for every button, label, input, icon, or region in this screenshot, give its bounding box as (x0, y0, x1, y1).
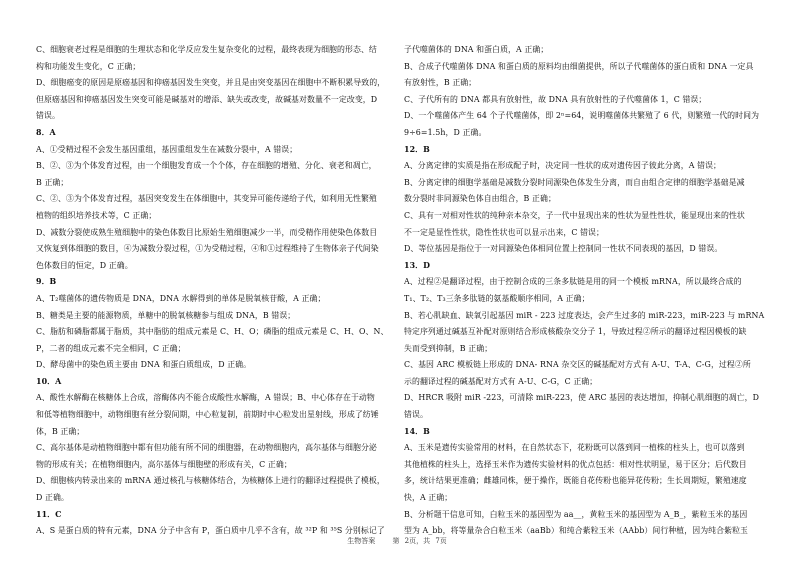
question-number: 11．C (36, 509, 62, 519)
answer-line: C、②、③为个体发育过程，基因突变发生在体细胞中，其变异可能传递给子代，如利用无性繁殖 (36, 194, 377, 204)
answer-line: 数分裂时非同源染色体自由组合，B 正确； (404, 194, 556, 204)
answer-line: 物的形成有关；在植物细胞内，高尔基体与细胞壁的形成有关，C 正确； (36, 459, 292, 469)
answer-line: D、一个噬菌体产生 64 个子代噬菌体，即 2ⁿ=64，说明噬菌体共繁殖了 6 代，则繁殖一代的时间为 (404, 111, 760, 121)
answer-line: 9÷6=1.5h，D 正确。 (404, 127, 487, 137)
answer-line: C、细胞衰老过程是细胞的生理状态和化学反应发生复杂变化的过程，最终表现为细胞的形态、结 (36, 45, 377, 54)
answer-line: C、脂肪和磷脂都属于脂质，其中脂肪的组成元素是 C、H、O；磷脂的组成元素是 C、H、O、N、 (36, 327, 389, 337)
answer-line: 又恢复到体细胞的数目，④为减数分裂过程，①为受精过程，④和①过程维持了生物体亲子代间染 (36, 244, 379, 254)
answer-line: B、糖类是主要的能源物质，单糖中的脱氧核糖参与组成 DNA，B 错误； (36, 310, 296, 320)
answer-line: 构和功能发生变化，C 正确； (36, 61, 141, 71)
footer-page-number: 第 2页，共 7页 (392, 537, 447, 545)
answer-line: 但原癌基因和抑癌基因发生突变可能是碱基对的增添、缺失或改变，故碱基对数量不一定改变，D (36, 94, 378, 104)
answer-line: 子代噬菌体的 DNA 和蛋白质，A 正确； (404, 45, 549, 54)
answer-line: D、细胞核内转录出来的 mRNA 通过核孔与核糖体结合，为核糖体上进行的翻译过程提供了模板， (36, 476, 385, 486)
answer-line: D、细胞癌变的原因是原癌基因和抑癌基因发生突变，并且是由突变基因在细胞中不断积累导致的， (36, 78, 386, 88)
answer-line: C、高尔基体是动植物细胞中都有但功能有所不同的细胞器，在动物细胞内，高尔基体与细胞分泌 (36, 443, 377, 453)
question-number: 14．B (404, 426, 430, 436)
answer-line: 不一定是显性性状，隐性性状也可以显示出来，C 错误； (404, 227, 605, 237)
answer-line: A、酸性水解酶在核糖体上合成，溶酶体内不能合成酸性水解酶，A 错误；B、中心体存在于动物 (36, 393, 375, 403)
footer-subject: 生物答案 (347, 537, 376, 545)
answer-line: B、分析题干信息可知，白粒玉米的基因型为 aa__，黄粒玉米的基因型为 A_B_，紫粒玉米的基因 (404, 509, 748, 519)
left-column (36, 42, 409, 540)
answer-line: 植物的组织培养技术等，C 正确； (36, 210, 157, 220)
answer-line: A、①受精过程不会发生基因重组，基因重组发生在减数分裂中，A 错误； (36, 144, 298, 154)
answer-line: 有放射性，B 正确； (404, 78, 477, 88)
page-footer (0, 536, 794, 546)
question-number: 8．A (36, 127, 56, 137)
answer-line: 其他植株的柱头上，选择玉米作为遗传实验材料的优点包括：相对性状明显，易于区分；后代数目 (404, 459, 747, 469)
answer-line: B、②、③为个体发育过程，由一个细胞发育成一个个体，存在细胞的增殖、分化、衰老和凋亡， (36, 161, 377, 171)
answer-line: B、合成子代噬菌体 DNA 和蛋白质的原料均由细菌提供，所以子代噬菌体的蛋白质和 DNA 一定具 (404, 61, 754, 71)
answer-line: D、酵母菌中的染色质主要由 DNA 和蛋白质组成，D 正确。 (36, 360, 252, 370)
answer-line: 型为 A_bb，将等量杂合白粒玉米（aaBb）和纯合紫粒玉米（AAbb）间行种植，因为纯合紫粒玉 (404, 526, 749, 536)
answer-line: 多，统计结果更准确；雌雄同株，便于操作，既能自花传粉也能异花传粉；生长周期短，繁殖速度 (404, 476, 747, 486)
answer-line: 错误。 (404, 410, 428, 420)
answer-line: D、等位基因是指位于一对同源染色体相同位置上控制同一性状不同表现的基因，D 错误。 (404, 244, 723, 254)
answer-line: B、分离定律的细胞学基础是减数分裂时同源染色体发生分离，而自由组合定律的细胞学基础是减 (404, 177, 745, 187)
answer-line: D 正确。 (36, 493, 69, 503)
answer-line: 体，B 正确； (36, 426, 85, 436)
answer-line: A、玉米是遗传实验常用的材料，在自然状态下，花粉既可以落到同一植株的柱头上，也可以落到 (404, 443, 745, 453)
answer-line: 示的翻译过程的碱基配对方式有 A-U、C-G，C 正确； (404, 376, 598, 386)
answer-line: B 正确； (36, 177, 69, 187)
question-number: 13．D (404, 260, 431, 270)
answer-line: A、T₂噬菌体的遗传物质是 DNA，DNA 水解得到的单体是脱氧核苷酸，A 正确； (36, 293, 326, 303)
answer-line: D、减数分裂使成熟生殖细胞中的染色体数目比原始生殖细胞减少一半，而受精作用使染色体数目 (36, 227, 378, 237)
answer-line: 失而受到抑制，B 正确； (404, 343, 493, 353)
answer-line: 错误。 (36, 111, 60, 121)
answer-line: T₁、T₂、T₃三条多肽链的氨基酸顺序相同，A 正确； (404, 293, 590, 303)
answer-line: D、HRCR 吸附 miR -223，可清除 miR-223，使 ARC 基因的表达增加，抑制心肌细胞的凋亡，D (404, 393, 760, 403)
answer-line: C、子代所有的 DNA 都具有放射性，故 DNA 具有放射性的子代噬菌体 1，C 错误； (404, 94, 707, 104)
right-column (404, 42, 777, 540)
answer-line: A、分离定律的实质是指在形成配子时，决定同一性状的成对遗传因子彼此分离，A 错误； (404, 161, 722, 171)
answer-line: P，二者的组成元素不完全相同，C 正确； (36, 343, 186, 353)
answer-line: C、基因 ARC 模板链上形成的 DNA- RNA 杂交区的碱基配对方式有 A-U、T-A、C-G，过程②所 (404, 360, 751, 370)
question-number: 9．B (36, 277, 57, 287)
answer-line: 色体数目的恒定，D 正确。 (36, 260, 133, 270)
answer-line: 快，A 正确； (404, 493, 453, 503)
answer-line: 特定序列通过碱基互补配对原则结合形成核酸杂交分子 1，导致过程②所示的翻译过程因模板的缺 (404, 327, 747, 337)
answer-line: 和低等植物细胞中，动物细胞有丝分裂间期，中心粒复制，前期时中心粒发出星射线，形成了纺锤 (36, 410, 379, 420)
question-number: 10．A (36, 376, 62, 386)
answer-line: A、S 是蛋白质的特有元素，DNA 分子中含有 P，蛋白质中几乎不含有，故 ³²P 和 ³⁵S 分别标记了 (36, 526, 385, 536)
answer-line: B、若心肌缺血、缺氧引起基因 miR - 223 过度表达，会产生过多的 miR-223，miR-223 与 mRNA (404, 310, 765, 320)
question-number: 12．B (404, 144, 430, 154)
answer-line: C、具有一对相对性状的纯种亲本杂交，子一代中显现出来的性状为显性性状，能显现出来的性状 (404, 210, 745, 220)
answer-line: A、过程②是翻译过程，由于控制合成的三条多肽链是用的同一个模板 mRNA，所以最终合成的 (404, 277, 742, 287)
